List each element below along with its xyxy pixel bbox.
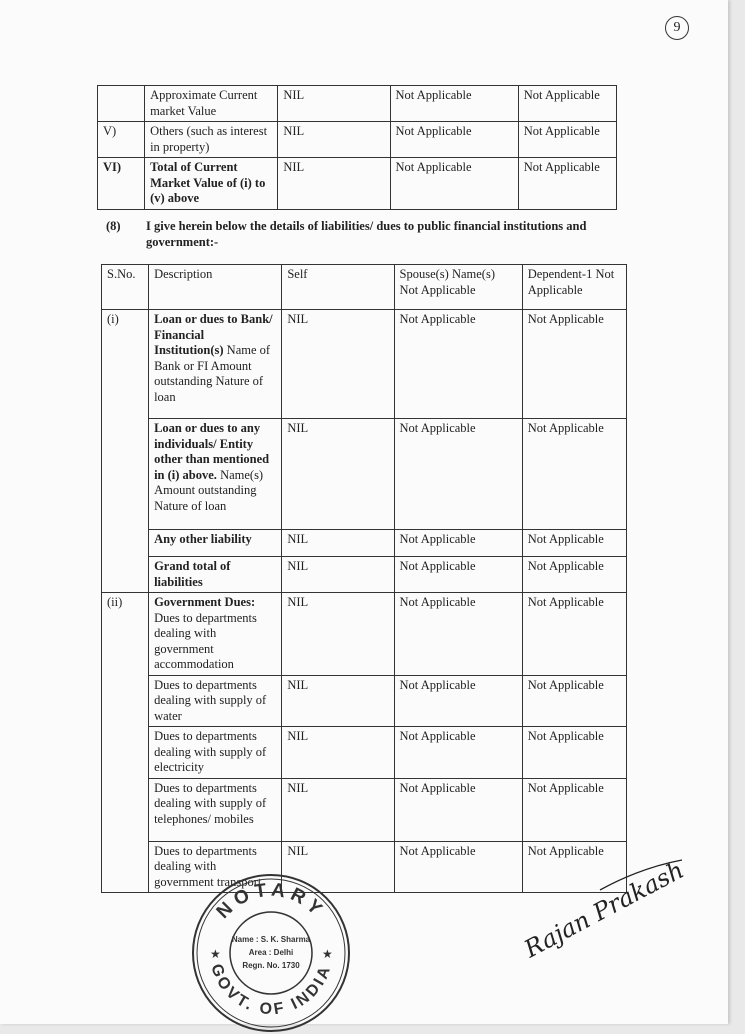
description-cell <box>149 310 282 419</box>
stamp-star-left-icon: ★ <box>210 947 221 961</box>
description-bold: Loan or dues to any individuals/ Entity other than mentioned in (i) above. <box>154 421 270 482</box>
stamp-star-right-icon: ★ <box>322 947 333 961</box>
description-text: Name of Bank or FI Amount outstanding Nature of loan <box>154 343 271 404</box>
stamp-regn: Regn. No. 1730 <box>242 961 300 970</box>
sno-cell: V) <box>98 122 145 158</box>
dependent-cell: Not Applicable <box>518 122 616 158</box>
self-cell: NIL <box>282 419 394 530</box>
self-cell: NIL <box>278 86 390 122</box>
table-header-row <box>102 265 627 310</box>
self-cell: NIL <box>282 727 394 779</box>
dependent-cell: Not Applicable <box>522 419 626 530</box>
description-cell: Dues to departments dealing with supply of telephones/ mobiles <box>149 778 282 841</box>
description-cell <box>149 593 282 676</box>
description-text: Name(s) Amount outstanding Nature of loan <box>154 467 264 513</box>
dependent-cell: Not Applicable <box>522 727 626 779</box>
dependent-cell: Not Applicable <box>522 841 626 893</box>
spouse-cell: Not Applicable <box>390 86 518 122</box>
dependent-cell: Not Applicable <box>522 310 626 419</box>
description-cell: Dues to departments dealing with supply of water <box>149 675 282 727</box>
self-cell: NIL <box>282 593 394 676</box>
table-row <box>102 778 627 841</box>
stamp-name: Name : S. K. Sharma <box>231 935 311 944</box>
self-cell: NIL <box>282 778 394 841</box>
self-cell: NIL <box>278 158 390 210</box>
description-cell: Any other liability <box>149 530 282 557</box>
self-cell: NIL <box>282 310 394 419</box>
table-row <box>102 530 627 557</box>
dependent-cell: Not Applicable <box>522 593 626 676</box>
section-text: I give herein below the details of liabilities/ dues to public financial institutions and government:- <box>146 219 587 249</box>
notary-stamp <box>190 872 352 1034</box>
spouse-cell: Not Applicable <box>394 727 522 779</box>
page-number: 9 <box>665 16 689 40</box>
sno-cell: (ii) <box>102 593 149 893</box>
svg-text:GOVT. OF INDIA <box>207 962 335 1018</box>
table-row <box>102 419 627 530</box>
table-row <box>98 86 617 122</box>
liabilities-table <box>101 264 627 893</box>
description-cell <box>149 419 282 530</box>
dependent-cell: Not Applicable <box>522 530 626 557</box>
assets-table <box>97 85 617 210</box>
table-row <box>98 158 617 210</box>
description-cell: Dues to departments dealing with supply of electricity <box>149 727 282 779</box>
stamp-top-text: NOTARY <box>212 879 330 923</box>
spouse-cell: Not Applicable <box>394 841 522 893</box>
spouse-cell: Not Applicable <box>394 593 522 676</box>
description-cell: Others (such as interest in property) <box>145 122 278 158</box>
header-dependent: Dependent-1 Not Applicable <box>522 265 626 310</box>
header-description: Description <box>149 265 282 310</box>
description-cell: Dues to departments dealing with government transport <box>149 841 282 893</box>
signature-text: Rajan Prakash <box>520 855 689 964</box>
dependent-cell: Not Applicable <box>522 778 626 841</box>
self-cell: NIL <box>282 675 394 727</box>
spouse-cell: Not Applicable <box>394 419 522 530</box>
spouse-cell: Not Applicable <box>394 530 522 557</box>
description-bold: Government Dues: <box>154 595 256 609</box>
spouse-cell: Not Applicable <box>390 122 518 158</box>
spouse-cell: Not Applicable <box>394 778 522 841</box>
dependent-cell: Not Applicable <box>522 557 626 593</box>
table-row <box>98 122 617 158</box>
description-cell: Total of Current Market Value of (i) to (v) above <box>145 158 278 210</box>
header-self: Self <box>282 265 394 310</box>
spouse-cell: Not Applicable <box>390 158 518 210</box>
description-bold: Loan or dues to Bank/ Financial Institution(s) <box>154 312 273 357</box>
description-text: Dues to departments dealing with government accommodation <box>154 610 257 671</box>
self-cell: NIL <box>282 557 394 593</box>
self-cell: NIL <box>282 841 394 893</box>
table-row <box>102 310 627 419</box>
spouse-cell: Not Applicable <box>394 675 522 727</box>
sno-cell <box>98 86 145 122</box>
sno-cell: (i) <box>102 310 149 593</box>
stamp-bottom-text: GOVT. OF INDIA <box>207 961 335 1019</box>
dependent-cell: Not Applicable <box>522 675 626 727</box>
self-cell: NIL <box>282 530 394 557</box>
header-sno: S.No. <box>102 265 149 310</box>
dependent-cell: Not Applicable <box>518 158 616 210</box>
description-cell: Grand total of liabilities <box>149 557 282 593</box>
section-number: (8) <box>106 219 121 233</box>
sno-cell: VI) <box>98 158 145 210</box>
table-row <box>102 727 627 779</box>
table-row <box>102 557 627 593</box>
stamp-area: Area : Delhi <box>248 948 294 957</box>
spouse-cell: Not Applicable <box>394 557 522 593</box>
self-cell: NIL <box>278 122 390 158</box>
table-row <box>102 593 627 676</box>
description-cell: Approximate Current market Value <box>145 86 278 122</box>
spouse-cell: Not Applicable <box>394 310 522 419</box>
signature <box>520 850 700 980</box>
header-spouse: Spouse(s) Name(s) Not Applicable <box>394 265 522 310</box>
dependent-cell: Not Applicable <box>518 86 616 122</box>
table-row <box>102 675 627 727</box>
